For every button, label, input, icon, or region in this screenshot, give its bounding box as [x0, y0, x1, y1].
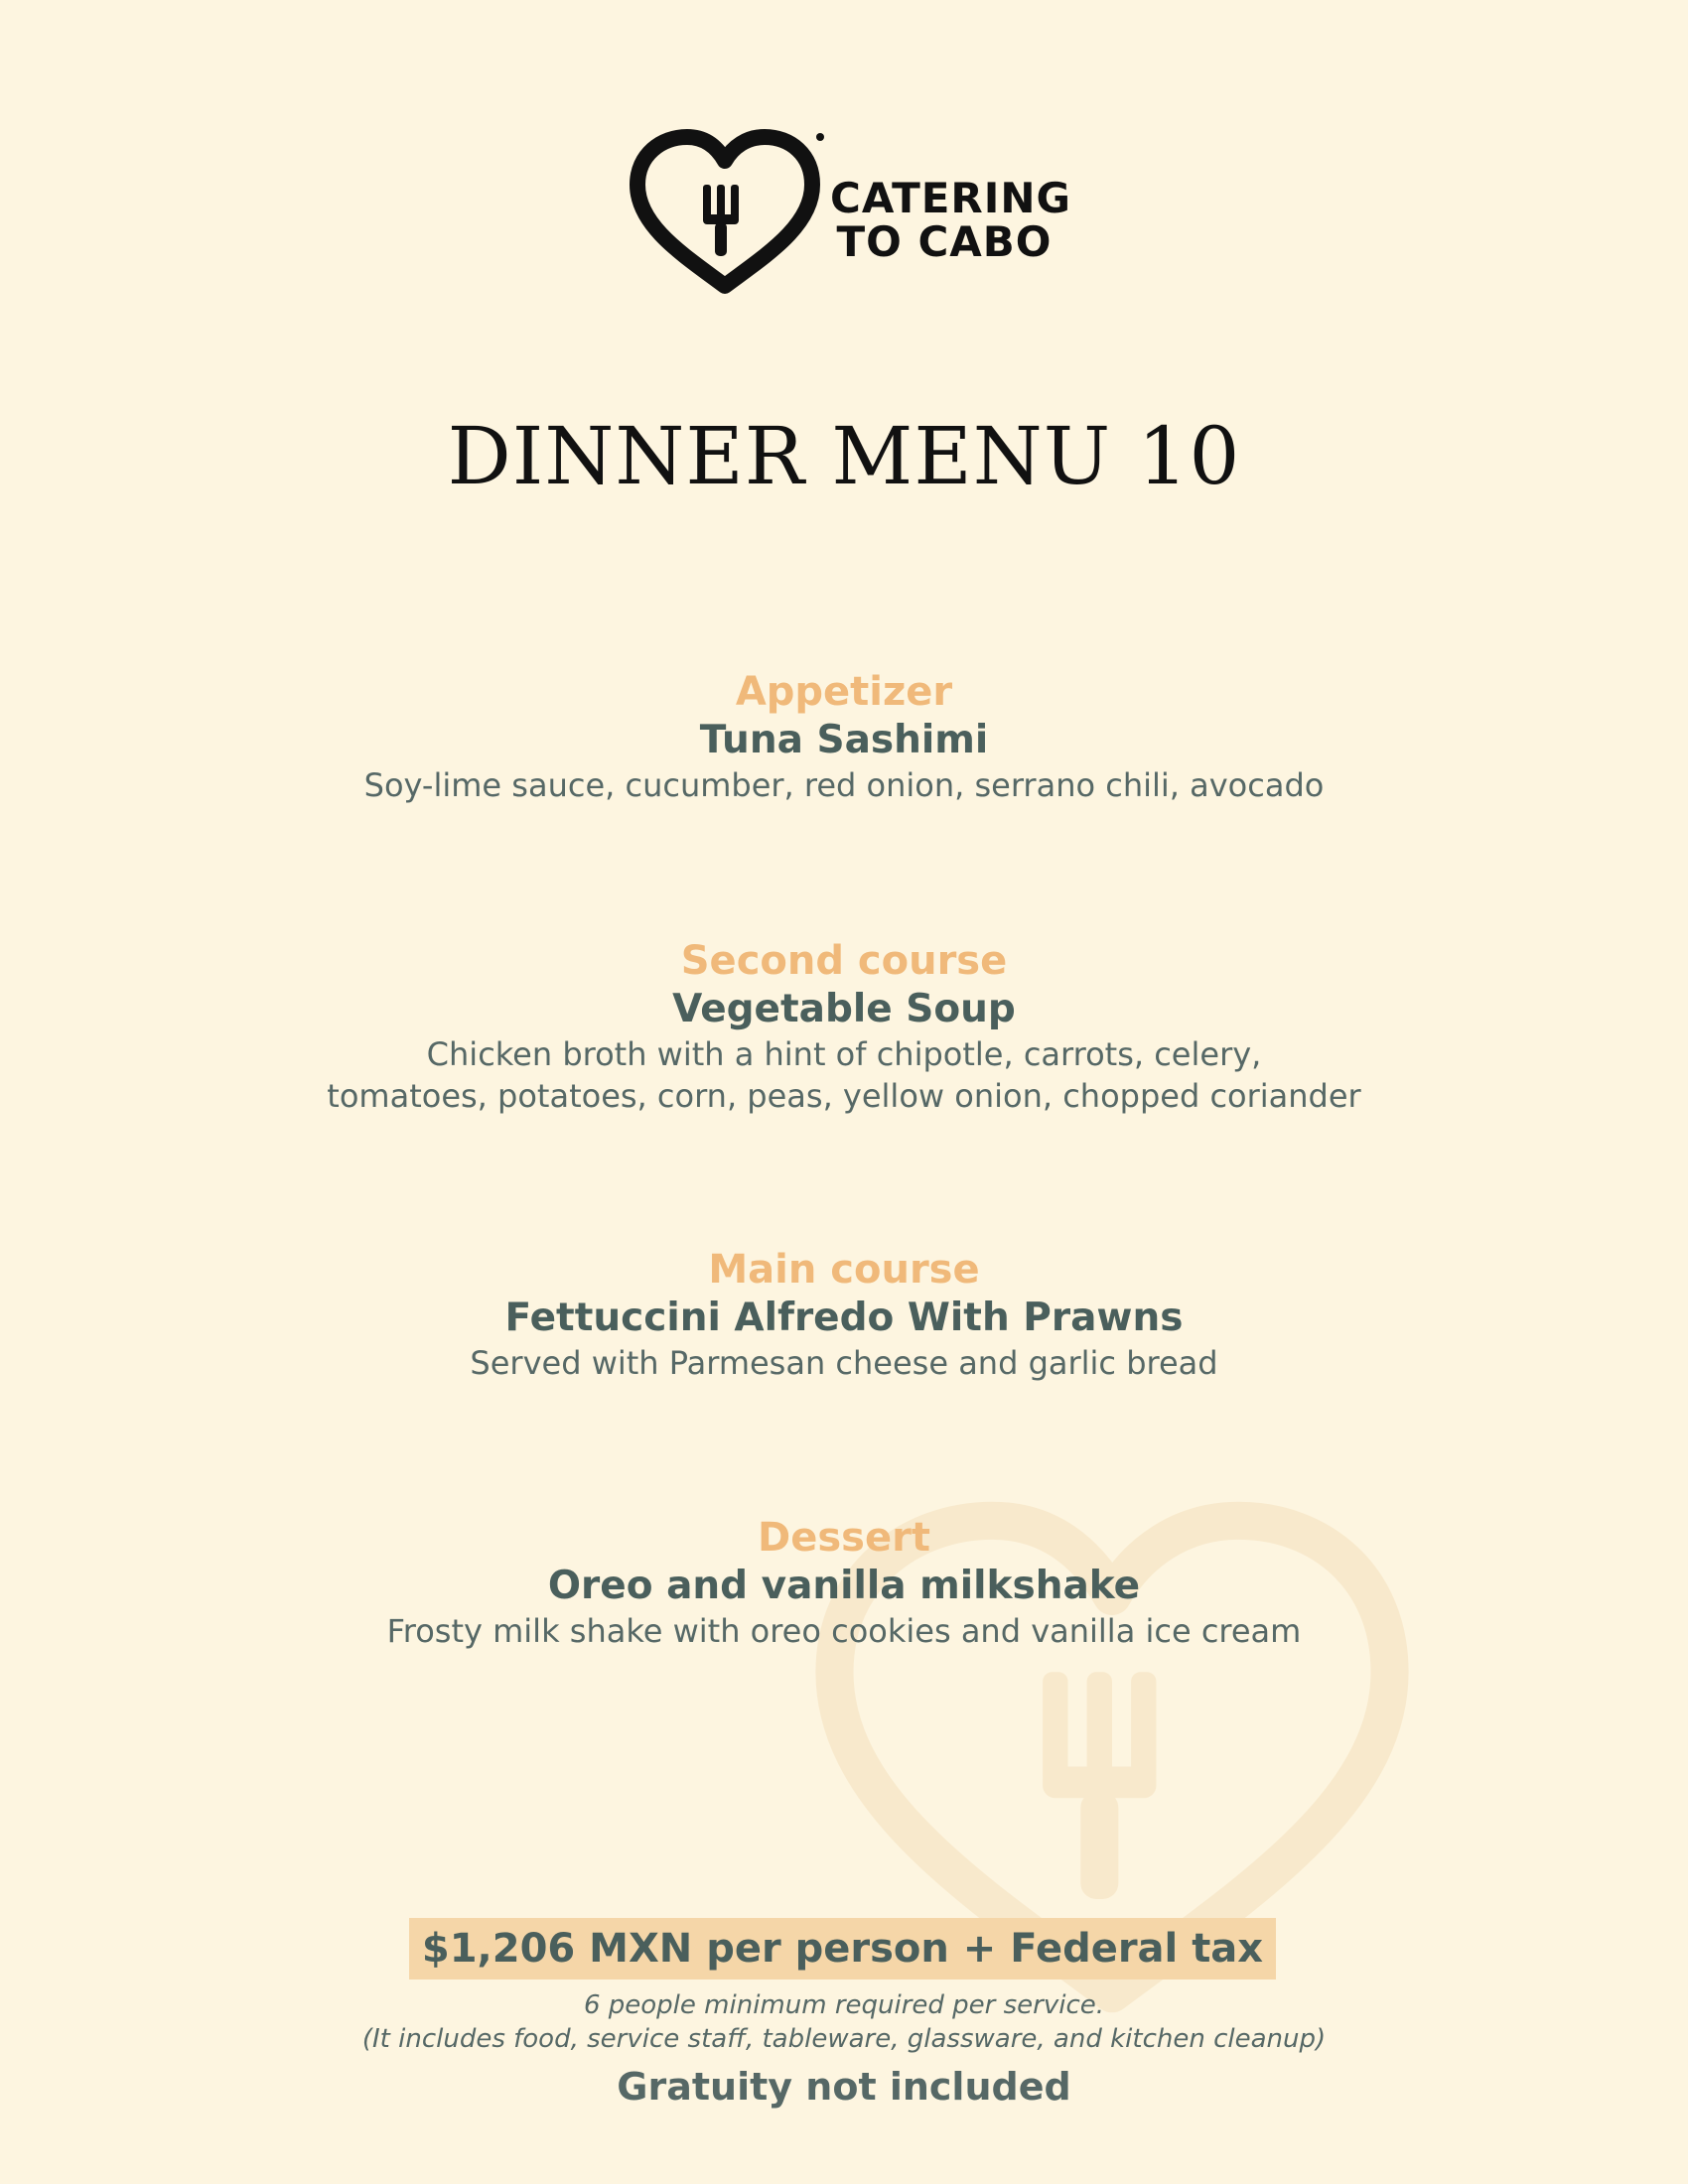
course-label: Appetizer [735, 669, 953, 715]
course-label: Main course [708, 1247, 980, 1293]
price-text: $1,206 MXN per person + Federal tax [421, 1926, 1264, 1972]
brand-logo [626, 127, 1071, 296]
dish-name: Oreo and vanilla milkshake [547, 1564, 1141, 1608]
dish-name: Fettuccini Alfredo With Prawns [504, 1296, 1184, 1340]
dish-name: Vegetable Soup [672, 987, 1016, 1031]
gratuity-note: Gratuity not included [617, 2065, 1071, 2109]
course-label: Dessert [758, 1515, 930, 1561]
dish-name: Tuna Sashimi [699, 718, 989, 762]
course-second [0, 936, 1688, 1117]
dish-description: Served with Parmesan cheese and garlic bread [470, 1344, 1218, 1382]
minimum-note: 6 people minimum required per service. [583, 1990, 1105, 2020]
heart-fork-icon [626, 127, 824, 296]
brand-name [830, 174, 1071, 266]
brand-line-1: CATERING [830, 174, 1071, 222]
course-dessert [0, 1513, 1688, 1652]
dish-description: Chicken broth with a hint of chipotle, carrots, celery, [426, 1035, 1262, 1073]
page-title: DINNER MENU 10 [447, 410, 1241, 502]
course-appetizer [0, 667, 1688, 806]
dish-description: Soy-lime sauce, cucumber, red onion, serrano chili, avocado [363, 766, 1325, 804]
price-banner [409, 1918, 1276, 1979]
course-label: Second course [680, 938, 1008, 984]
dish-description: tomatoes, potatoes, corn, peas, yellow onion, chopped coriander [327, 1077, 1361, 1115]
brand-line-2: TO CABO [836, 217, 1053, 266]
dish-description: Frosty milk shake with oreo cookies and vanilla ice cream [386, 1612, 1302, 1650]
includes-note: (It includes food, service staff, tableware, glassware, and kitchen cleanup) [361, 2024, 1327, 2054]
course-main [0, 1245, 1688, 1384]
